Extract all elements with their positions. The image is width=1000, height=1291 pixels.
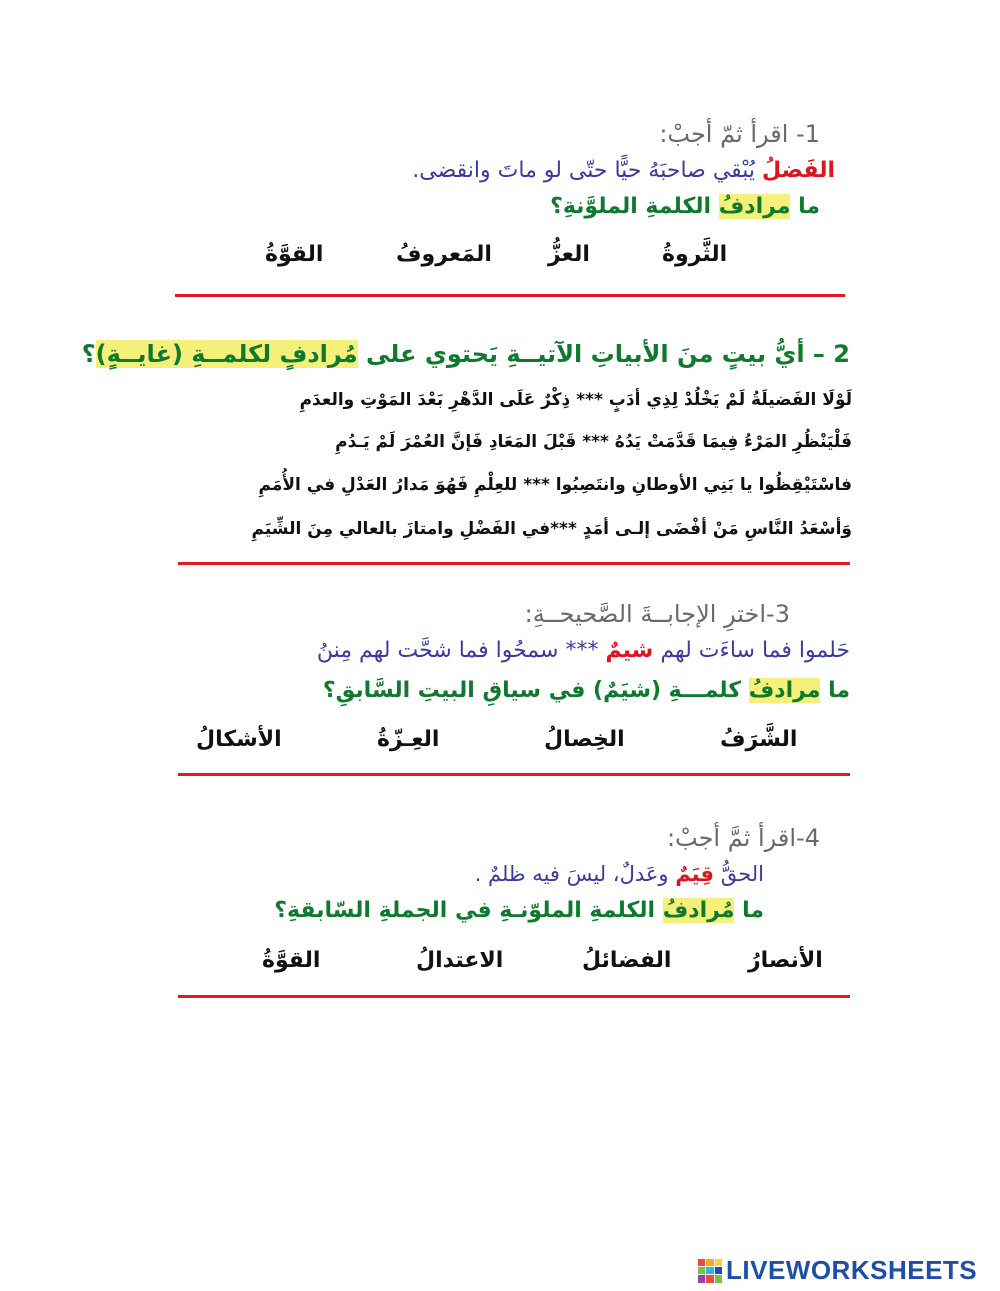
q2-verse-3[interactable]: فاسْتَيْقِظُوا يا بَنِي الأوطانِ وانتَصِبُوا *** للعِلْمِ فَهُوَ مَدارُ العَدْلِ في الأُمَمِ bbox=[258, 475, 852, 495]
q4-sentence bbox=[475, 862, 764, 886]
q3-question-highlight: مرادفُ bbox=[748, 678, 821, 703]
q3-option-1[interactable]: الشَّرَفُ bbox=[720, 727, 798, 752]
q3-option-4[interactable]: الأشكالُ bbox=[196, 727, 282, 752]
q1-sentence-rest: يُبْقي صاحبَهُ حيًّا حتّى لو ماتَ وانقضى. bbox=[412, 158, 763, 183]
q3-verse-part-a: حَلموا فما ساءَت لهم bbox=[653, 638, 850, 663]
q2-question bbox=[82, 340, 850, 368]
q1-sentence-highlight-word: الفَضلُ bbox=[762, 158, 835, 183]
liveworksheets-logo bbox=[698, 1255, 977, 1286]
q4-sentence-highlight-word: قِيَمٌ bbox=[675, 862, 715, 886]
q1-heading: 1- اقرأ ثمّ أجبْ: bbox=[659, 120, 820, 148]
q3-divider bbox=[178, 773, 850, 776]
q4-option-1[interactable]: الأنصارُ bbox=[748, 948, 823, 973]
liveworksheets-logo-icon bbox=[698, 1259, 722, 1283]
q1-divider bbox=[175, 294, 845, 297]
q1-option-1[interactable]: الثَّروةُ bbox=[662, 242, 728, 267]
q1-option-3[interactable]: المَعروفُ bbox=[396, 242, 492, 267]
q4-sentence-part-a: الحقُّ bbox=[714, 862, 764, 886]
q1-question-part-b: الكلمةِ الملوَّنةِ؟ bbox=[550, 194, 719, 219]
q3-verse-highlight-word: شيمٌ bbox=[605, 638, 654, 663]
q1-option-2[interactable]: العزُّ bbox=[548, 242, 590, 267]
q4-option-4[interactable]: القوَّةُ bbox=[262, 948, 321, 973]
q2-question-part-a: 2 – أيُّ بيتٍ منَ الأبياتِ الآتيــةِ يَحتوي على bbox=[357, 340, 850, 368]
q3-heading: 3-اخترِ الإجابــةَ الصَّحيحــةِ: bbox=[524, 600, 790, 628]
q1-sentence bbox=[412, 158, 835, 183]
q4-option-3[interactable]: الاعتدالُ bbox=[416, 948, 504, 973]
q1-question-part-a: ما bbox=[790, 194, 820, 219]
q4-option-2[interactable]: الفضائلُ bbox=[582, 948, 672, 973]
q2-verse-1[interactable]: لَوْلَا الفَضيلَةُ لَمْ يَخْلُدْ لِذِي أدَبٍ *** ذِكْرٌ عَلَى الدَّهْرِ بَعْدَ المَوْتِ والعدَمِ bbox=[299, 390, 852, 410]
q2-verse-4[interactable]: وَأسْعَدُ النَّاسِ مَنْ أفْضَى إلـى أمَدٍ ***في الفَضْلِ وامتازَ بالعالي مِنَ الشِّيَمِ bbox=[251, 519, 852, 539]
q1-option-4[interactable]: القوَّةُ bbox=[265, 242, 324, 267]
q3-verse bbox=[317, 638, 850, 663]
q4-question-part-b: الكلمةِ الملوّنـةِ في الجملةِ السّابقةِ؟ bbox=[274, 898, 663, 923]
q3-question-part-b: كلمـــةِ (شيَمٌ) في سياقِ البيتِ السَّابقِ؟ bbox=[322, 678, 749, 703]
q2-question-highlight: مُرادفٍ لكلمــةِ (غايــةٍ) bbox=[95, 340, 358, 368]
q2-question-part-b: ؟ bbox=[81, 340, 96, 368]
q3-question bbox=[323, 678, 850, 703]
q4-question-highlight: مُرادفُ bbox=[662, 898, 735, 923]
q1-question-highlight: مرادفُ bbox=[718, 194, 791, 219]
liveworksheets-logo-text: LIVEWORKSHEETS bbox=[726, 1255, 978, 1285]
q4-question-part-a: ما bbox=[734, 898, 764, 923]
q4-sentence-part-b: وعَدلٌ، ليسَ فيه ظلمٌ . bbox=[474, 862, 676, 886]
q3-verse-part-b: *** سمحُوا فما شحَّت لهم مِننُ bbox=[316, 638, 606, 663]
q3-option-3[interactable]: العِـزّةُ bbox=[377, 727, 440, 752]
q2-divider bbox=[178, 562, 850, 565]
q3-question-part-a: ما bbox=[820, 678, 850, 703]
q4-question bbox=[274, 898, 764, 923]
q4-divider bbox=[178, 995, 850, 998]
q4-heading: 4-اقرأ ثمَّ أجبْ: bbox=[666, 824, 820, 852]
q2-verse-2[interactable]: فَلْيَنْظُرِ المَرْءُ فِيمَا قَدَّمَتْ يَدُهُ *** قَبْلَ المَعَادِ فَإنَّ العُمْرَ لَمْ يَـدُمِ bbox=[335, 432, 852, 452]
q3-option-2[interactable]: الخِصالُ bbox=[544, 727, 625, 752]
q1-question bbox=[550, 194, 820, 219]
